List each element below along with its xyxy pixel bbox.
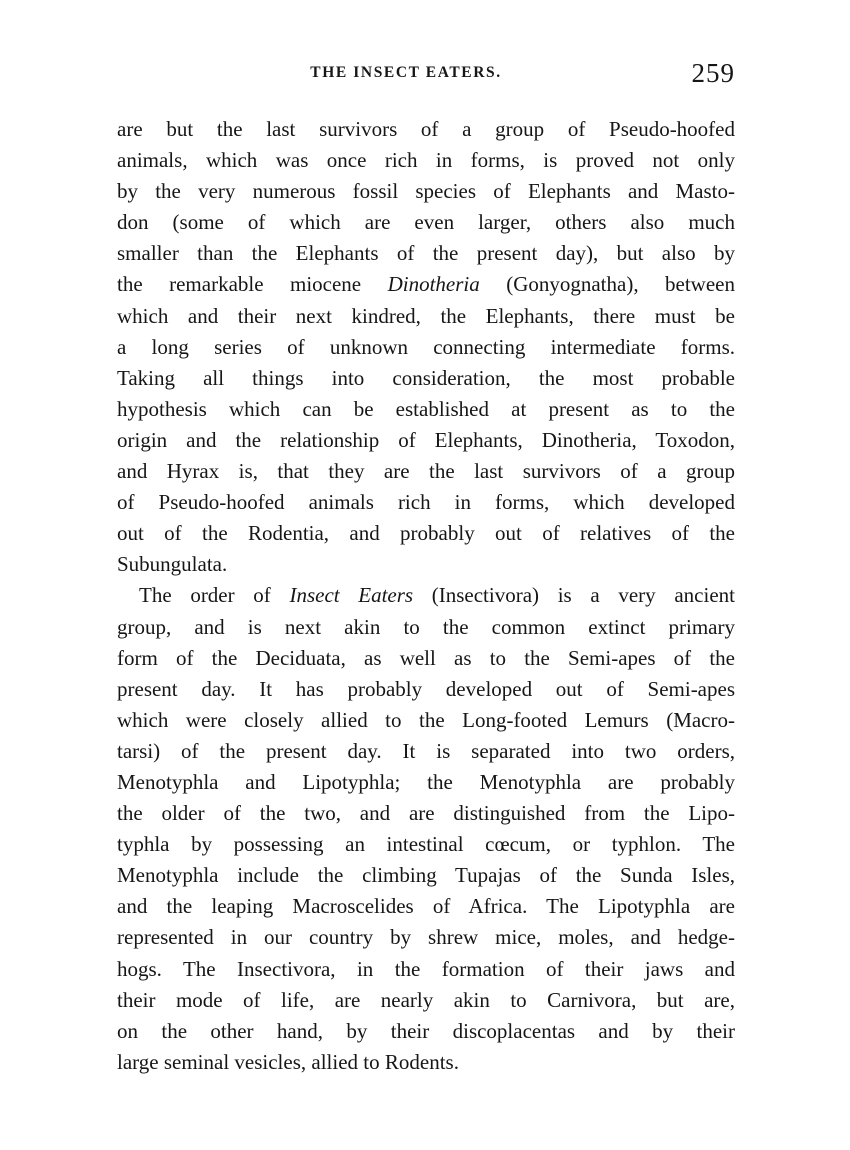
text-line: on the other hand, by their discoplacentas and by their [117, 1018, 735, 1043]
text-line: represented in our country by shrew mice, moles, and hedge- [117, 925, 735, 950]
text-line: smaller than the Elephants of the present day), but also by [117, 241, 735, 266]
body-text [117, 114, 735, 1078]
page-header [117, 58, 735, 96]
text-line: which and their next kindred, the Elephants, there must be [117, 303, 735, 328]
text-line: group, and is next akin to the common extinct primary [117, 614, 735, 639]
running-head: THE INSECT EATERS. [310, 64, 502, 81]
text-line: Taking all things into consideration, the most probable [117, 365, 735, 390]
text-line: the remarkable miocene Dinotheria (Gonyognatha), between [117, 272, 735, 297]
text-line: tarsi) of the present day. It is separated into two orders, [117, 738, 735, 763]
text-line: Subungulata. [117, 552, 228, 577]
text-line: and the leaping Macroscelides of Africa. The Lipotyphla are [117, 894, 735, 919]
text-line: the older of the two, and are distinguished from the Lipo- [117, 801, 735, 826]
text-line: and Hyrax is, that they are the last survivors of a group [117, 459, 735, 484]
text-line: typhla by possessing an intestinal cœcum, or typhlon. The [117, 832, 735, 857]
text-line: hypothesis which can be established at present as to the [117, 396, 735, 421]
text-line: present day. It has probably developed out of Semi-apes [117, 676, 735, 701]
text-line: by the very numerous fossil species of Elephants and Masto- [117, 179, 735, 204]
text-line: a long series of unknown connecting intermediate forms. [117, 334, 735, 359]
text-line: Menotyphla include the climbing Tupajas of the Sunda Isles, [117, 863, 735, 888]
text-line: their mode of life, are nearly akin to Carnivora, but are, [117, 987, 735, 1012]
text-line: which were closely allied to the Long-footed Lemurs (Macro- [117, 707, 735, 732]
page-number: 259 [691, 58, 735, 88]
text-line: don (some of which are even larger, others also much [117, 210, 735, 235]
italic-term: Insect Eaters [289, 583, 414, 608]
text-line: animals, which was once rich in forms, is proved not only [117, 148, 735, 173]
italic-term: Dinotheria [387, 272, 480, 297]
text-line: hogs. The Insectivora, in the formation of their jaws and [117, 956, 735, 981]
text-line: Menotyphla and Lipotyphla; the Menotyphla are probably [117, 769, 735, 794]
text-line: are but the last survivors of a group of Pseudo-hoofed [117, 117, 735, 141]
text-line: out of the Rodentia, and probably out of relatives of the [117, 521, 735, 546]
text-line: of Pseudo-hoofed animals rich in forms, which developed [117, 490, 735, 515]
text-line: origin and the relationship of Elephants, Dinotheria, Toxodon, [117, 427, 735, 452]
text-line: large seminal vesicles, allied to Rodents. [117, 1049, 459, 1074]
paragraph-start-line: The order of Insect Eaters (Insectivora) is a very ancient [139, 583, 735, 608]
text-line: form of the Deciduata, as well as to the Semi-apes of the [117, 645, 735, 670]
